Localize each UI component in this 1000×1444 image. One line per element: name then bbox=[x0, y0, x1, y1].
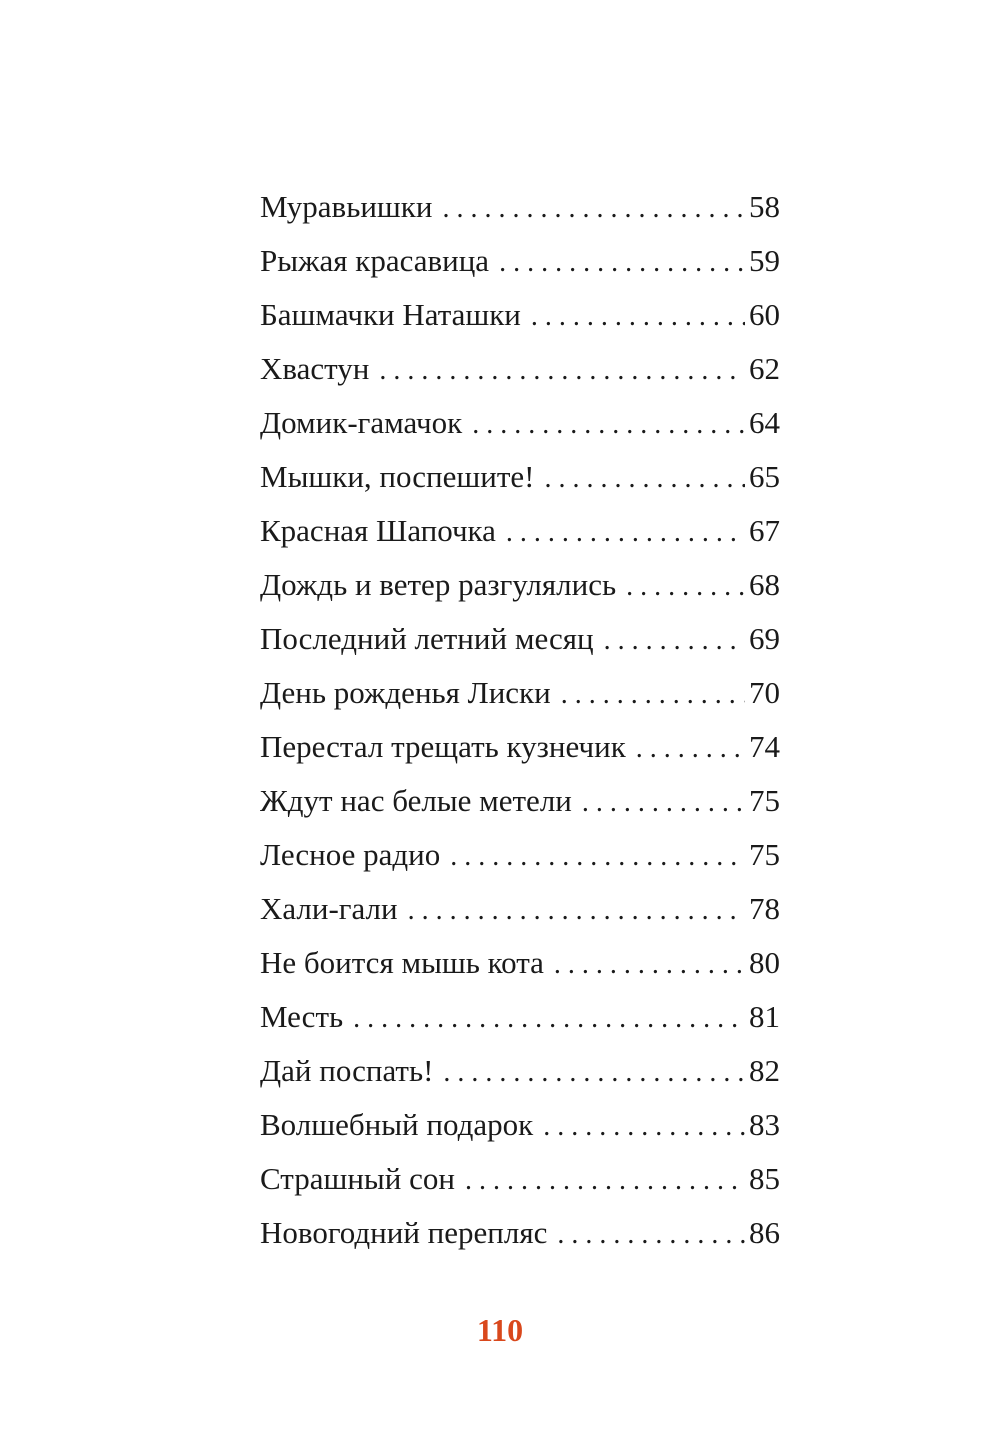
toc-entry-page: 60 bbox=[749, 297, 780, 332]
toc-entry-page: 68 bbox=[749, 567, 780, 602]
toc-entry-title: Перестал трещать кузнечик bbox=[260, 729, 626, 764]
dot-leader bbox=[626, 560, 745, 614]
toc-entry bbox=[260, 180, 780, 234]
toc-entry-page: 70 bbox=[749, 675, 780, 710]
toc-entry-title: Ждут нас белые метели bbox=[260, 783, 572, 818]
dot-leader bbox=[443, 1046, 745, 1100]
toc-entry-title: Дождь и ветер разгулялись bbox=[260, 567, 617, 602]
toc-entry-title: Волшебный подарок bbox=[260, 1107, 534, 1142]
toc-entry-title: Муравьишки bbox=[260, 189, 433, 224]
dot-leader bbox=[604, 614, 745, 668]
dot-leader bbox=[506, 506, 745, 560]
toc-entry-title: Хали-гали bbox=[260, 891, 398, 926]
dot-leader bbox=[554, 938, 745, 992]
dot-leader bbox=[544, 452, 745, 506]
toc-entry bbox=[260, 720, 780, 774]
dot-leader bbox=[379, 344, 745, 398]
toc-entry-title: День рожденья Лиски bbox=[260, 675, 551, 710]
toc-entry bbox=[260, 1152, 780, 1206]
toc-entry-page: 85 bbox=[749, 1161, 780, 1196]
toc-entry-page: 64 bbox=[749, 405, 780, 440]
toc-entry bbox=[260, 882, 780, 936]
dot-leader bbox=[636, 722, 745, 776]
toc-entry-page: 67 bbox=[749, 513, 780, 548]
toc-entry-title: Мышки, поспешите! bbox=[260, 459, 535, 494]
toc-entry-page: 82 bbox=[749, 1053, 780, 1088]
dot-leader bbox=[561, 668, 745, 722]
toc-entry-page: 65 bbox=[749, 459, 780, 494]
dot-leader bbox=[543, 1100, 745, 1154]
toc-entry bbox=[260, 234, 780, 288]
toc-entry bbox=[260, 612, 780, 666]
toc-entry bbox=[260, 774, 780, 828]
dot-leader bbox=[408, 884, 745, 938]
toc-entry-title: Последний летний месяц bbox=[260, 621, 594, 656]
toc-entry-title: Красная Шапочка bbox=[260, 513, 496, 548]
toc-entry bbox=[260, 396, 780, 450]
toc-entry-page: 58 bbox=[749, 189, 780, 224]
toc-entry bbox=[260, 1044, 780, 1098]
toc-entry bbox=[260, 828, 780, 882]
toc-entry-title: Дай поспать! bbox=[260, 1053, 434, 1088]
toc-entry-title: Месть bbox=[260, 999, 344, 1034]
toc-entry-page: 74 bbox=[749, 729, 780, 764]
dot-leader bbox=[450, 830, 745, 884]
toc-entry-page: 59 bbox=[749, 243, 780, 278]
toc-entry-page: 62 bbox=[749, 351, 780, 386]
table-of-contents bbox=[260, 180, 780, 1260]
toc-entry-title: Лесное радио bbox=[260, 837, 441, 872]
toc-entry bbox=[260, 1206, 780, 1260]
dot-leader bbox=[472, 398, 745, 452]
toc-entry bbox=[260, 288, 780, 342]
toc-entry-page: 69 bbox=[749, 621, 780, 656]
toc-entry bbox=[260, 450, 780, 504]
toc-entry bbox=[260, 342, 780, 396]
dot-leader bbox=[531, 290, 745, 344]
dot-leader bbox=[557, 1208, 745, 1262]
toc-entry bbox=[260, 558, 780, 612]
dot-leader bbox=[465, 1154, 745, 1208]
toc-entry-page: 83 bbox=[749, 1107, 780, 1142]
toc-entry-title: Новогодний перепляс bbox=[260, 1215, 548, 1250]
toc-entry-page: 75 bbox=[749, 783, 780, 818]
toc-entry bbox=[260, 936, 780, 990]
toc-entry bbox=[260, 666, 780, 720]
toc-entry-title: Не боится мышь кота bbox=[260, 945, 544, 980]
page-number: 110 bbox=[476, 1312, 524, 1348]
toc-entry-title: Хвастун bbox=[260, 351, 370, 386]
toc-entry-title: Рыжая красавица bbox=[260, 243, 490, 278]
dot-leader bbox=[582, 776, 745, 830]
toc-entry-title: Башмачки Наташки bbox=[260, 297, 521, 332]
toc-entry-page: 78 bbox=[749, 891, 780, 926]
toc-entry-page: 81 bbox=[749, 999, 780, 1034]
toc-entry-title: Страшный сон bbox=[260, 1161, 455, 1196]
toc-entry bbox=[260, 504, 780, 558]
toc-entry-page: 86 bbox=[749, 1215, 780, 1250]
dot-leader bbox=[353, 992, 745, 1046]
toc-entry bbox=[260, 1098, 780, 1152]
dot-leader bbox=[442, 182, 745, 236]
toc-entry-page: 75 bbox=[749, 837, 780, 872]
toc-entry-page: 80 bbox=[749, 945, 780, 980]
toc-entry bbox=[260, 990, 780, 1044]
dot-leader bbox=[499, 236, 745, 290]
toc-entry-title: Домик-гамачок bbox=[260, 405, 463, 440]
